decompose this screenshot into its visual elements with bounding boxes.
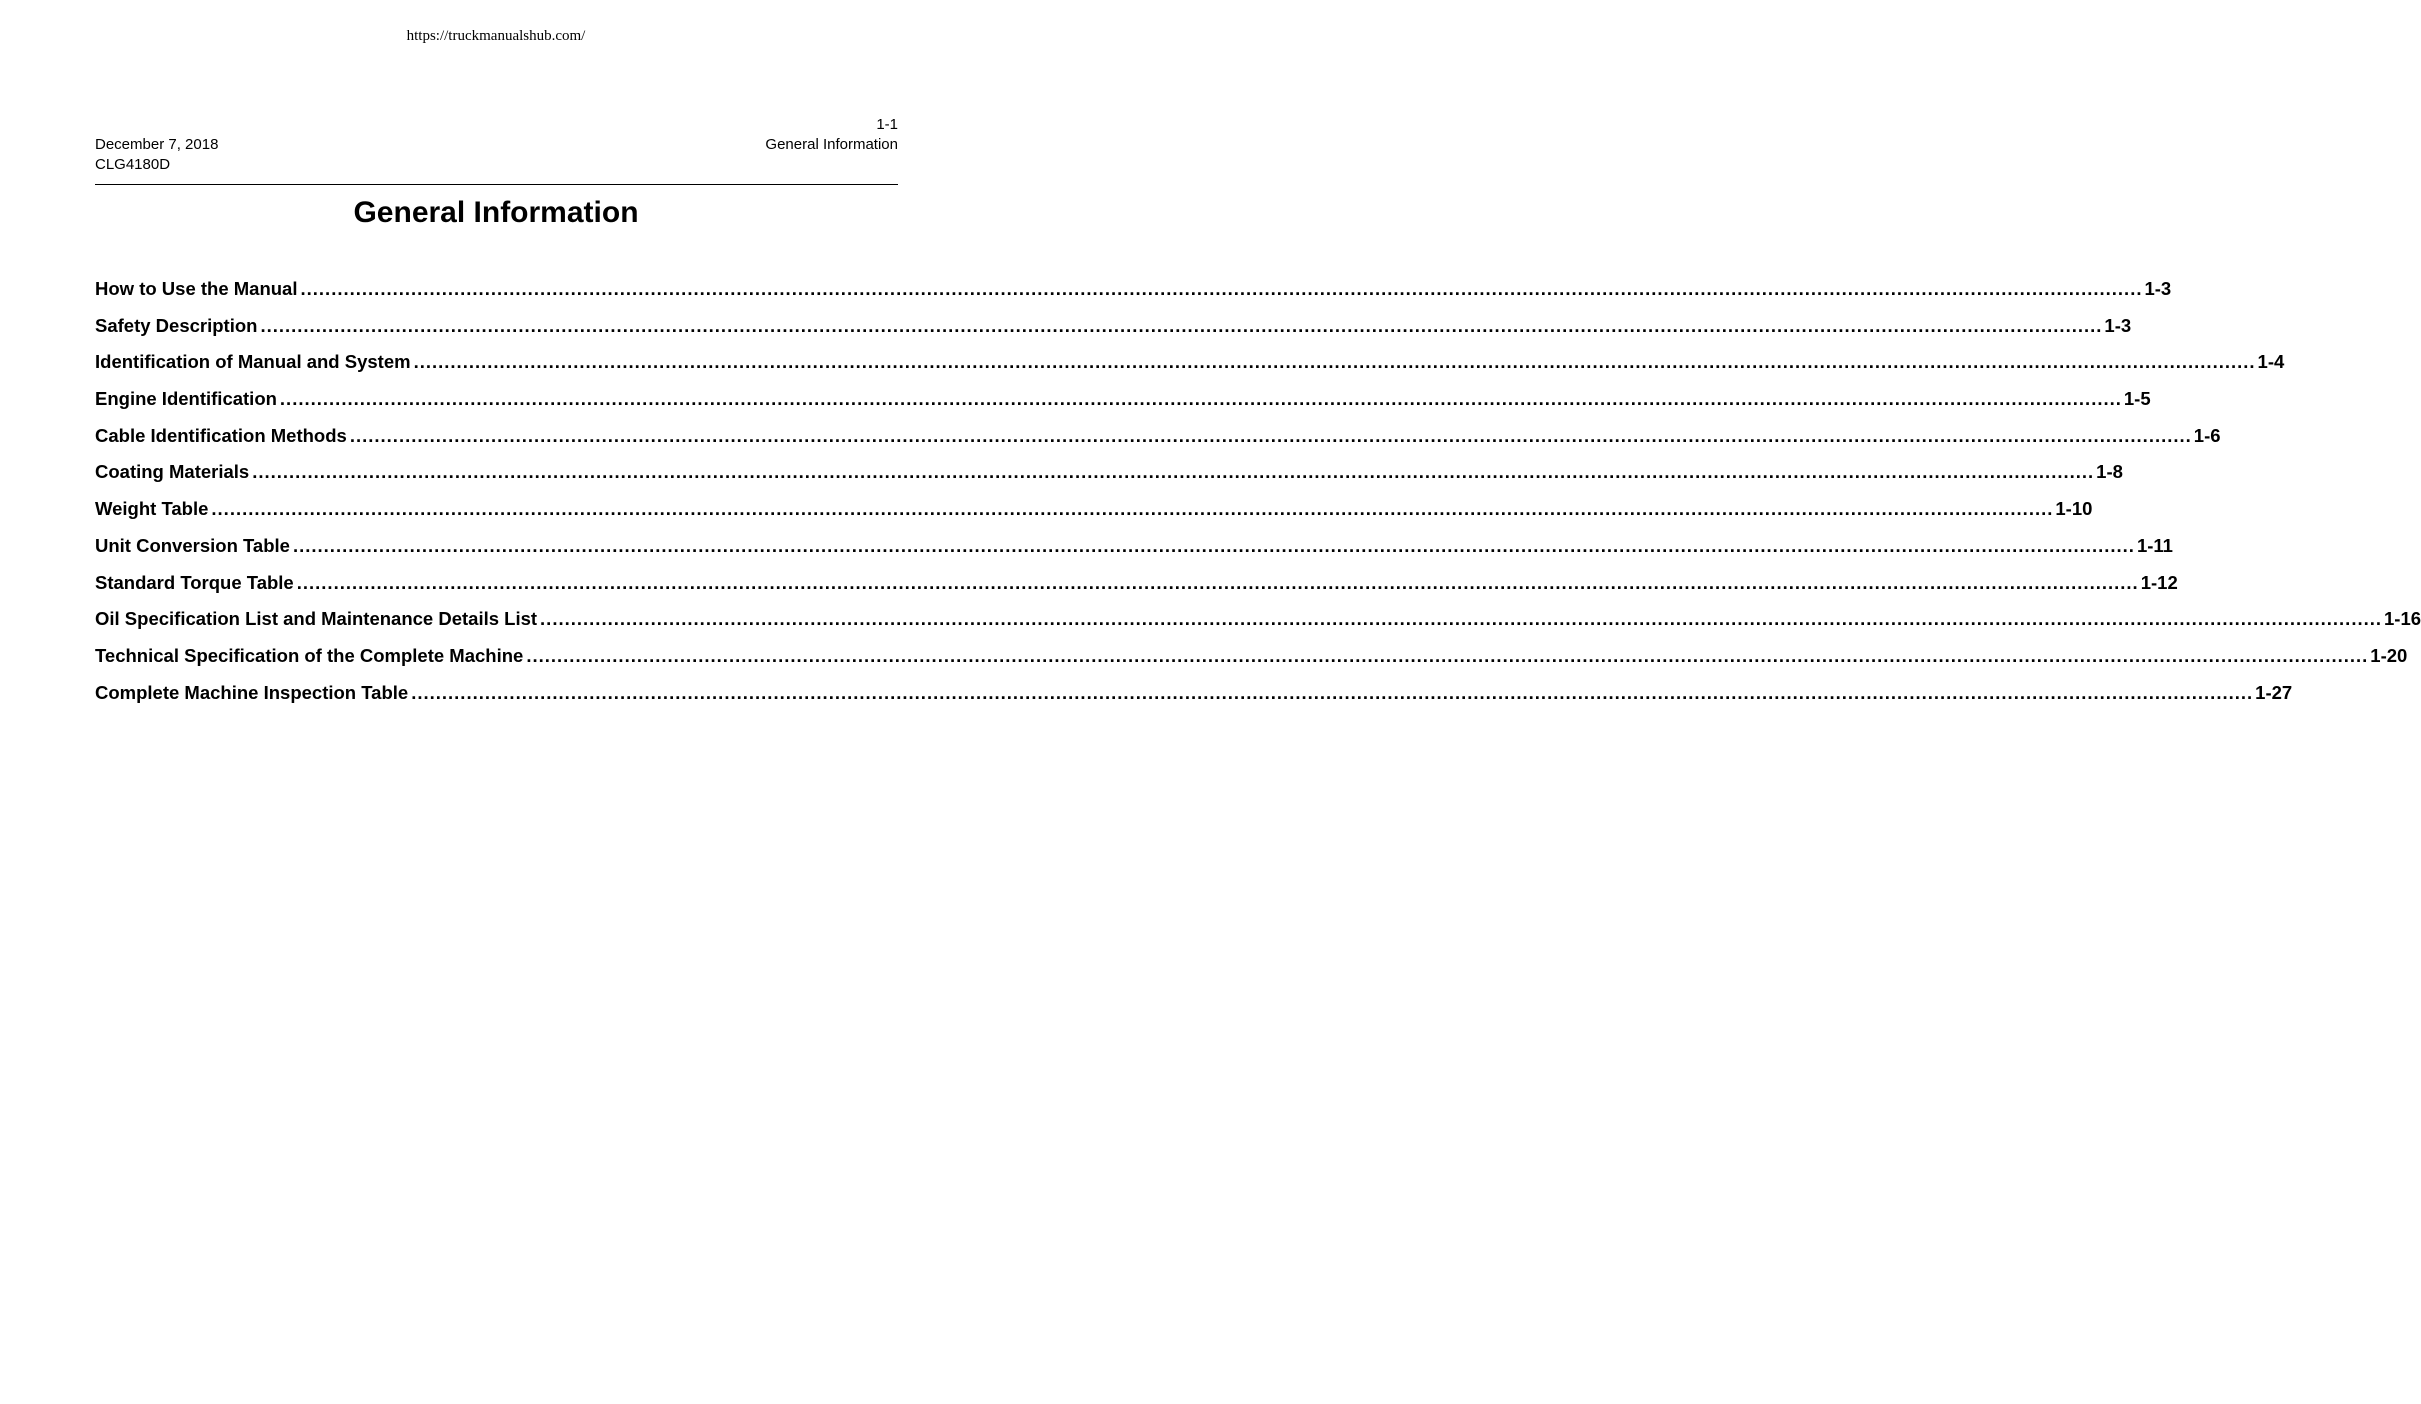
toc-entry[interactable] bbox=[95, 607, 2421, 644]
toc-entry-title: Weight Table bbox=[95, 498, 209, 520]
toc-entry[interactable] bbox=[95, 424, 2221, 461]
toc-leader-dots: ............................................................................................................................................................................................................................................................................................................ bbox=[540, 608, 2383, 630]
toc-entry[interactable] bbox=[95, 681, 2293, 718]
toc-entry[interactable] bbox=[95, 534, 2173, 571]
toc-entry-page: 1-10 bbox=[2055, 498, 2093, 520]
header-section: General Information bbox=[765, 136, 898, 153]
toc-entry[interactable] bbox=[95, 497, 2093, 534]
toc-entry-title: Safety Description bbox=[95, 314, 258, 336]
toc-entry-title: Technical Specification of the Complete Machine bbox=[95, 644, 524, 666]
header-right bbox=[765, 115, 898, 155]
toc-entry-page: 1-8 bbox=[2096, 461, 2123, 483]
header-page-number: 1-1 bbox=[876, 116, 898, 133]
header-date: December 7, 2018 bbox=[95, 136, 219, 153]
toc-entry-title: Cable Identification Methods bbox=[95, 424, 347, 446]
toc-entry-page: 1-6 bbox=[2193, 424, 2221, 446]
toc-entry[interactable] bbox=[95, 387, 2151, 424]
toc-entry-title: Engine Identification bbox=[95, 388, 277, 410]
toc-entry-page: 1-11 bbox=[2136, 534, 2173, 556]
toc-entry-title: Oil Specification List and Maintenance Details List bbox=[95, 608, 538, 630]
toc-leader-dots: ............................................................................................................................................................................................................................................................................................................ bbox=[349, 424, 2192, 446]
toc-leader-dots: ............................................................................................................................................................................................................................................................................................................ bbox=[413, 351, 2256, 373]
toc-leader-dots: ............................................................................................................................................................................................................................................................................................................ bbox=[252, 461, 2095, 483]
toc-entry[interactable] bbox=[95, 644, 2408, 681]
header-left bbox=[95, 135, 218, 175]
toc-entry-page: 1-20 bbox=[2370, 644, 2408, 666]
toc-entry-page: 1-3 bbox=[2144, 278, 2172, 299]
toc-leader-dots: ............................................................................................................................................................................................................................................................................................................ bbox=[260, 314, 2103, 336]
toc-entry-title: How to Use the Manual bbox=[95, 278, 298, 299]
toc-leader-dots: ............................................................................................................................................................................................................................................................................................................ bbox=[300, 278, 2143, 299]
toc-entry-title: Unit Conversion Table bbox=[95, 534, 290, 556]
toc-entry-title: Complete Machine Inspection Table bbox=[95, 681, 409, 703]
toc-leader-dots: ............................................................................................................................................................................................................................................................................................................ bbox=[279, 388, 2122, 410]
toc-leader-dots: ............................................................................................................................................................................................................................................................................................................ bbox=[292, 534, 2135, 556]
toc-entry[interactable] bbox=[95, 350, 2285, 387]
toc-entry-page: 1-12 bbox=[2140, 571, 2178, 593]
toc-entry-page: 1-3 bbox=[2104, 314, 2132, 336]
page-title: General Information bbox=[353, 196, 639, 229]
table-of-contents bbox=[95, 277, 2421, 717]
toc-leader-dots: ............................................................................................................................................................................................................................................................................................................ bbox=[411, 681, 2254, 703]
toc-entry-title: Coating Materials bbox=[95, 461, 250, 483]
toc-entry-page: 1-16 bbox=[2384, 608, 2421, 630]
header-model: CLG4180D bbox=[95, 156, 171, 173]
toc-entry-page: 1-4 bbox=[2257, 351, 2285, 373]
toc-entry-title: Identification of Manual and System bbox=[95, 351, 411, 373]
site-url: https://truckmanualshub.com/ bbox=[406, 28, 586, 44]
toc-entry-page: 1-27 bbox=[2255, 681, 2293, 703]
header-divider bbox=[95, 184, 898, 185]
toc-entry[interactable] bbox=[95, 460, 2123, 497]
toc-entry-page: 1-5 bbox=[2123, 388, 2151, 410]
toc-entry[interactable] bbox=[95, 571, 2178, 608]
toc-leader-dots: ............................................................................................................................................................................................................................................................................................................ bbox=[296, 571, 2139, 593]
toc-leader-dots: ............................................................................................................................................................................................................................................................................................................ bbox=[211, 498, 2054, 520]
toc-entry-title: Standard Torque Table bbox=[95, 571, 294, 593]
toc-entry[interactable] bbox=[95, 277, 2172, 314]
toc-leader-dots: ............................................................................................................................................................................................................................................................................................................ bbox=[526, 644, 2369, 666]
toc-entry[interactable] bbox=[95, 314, 2132, 351]
